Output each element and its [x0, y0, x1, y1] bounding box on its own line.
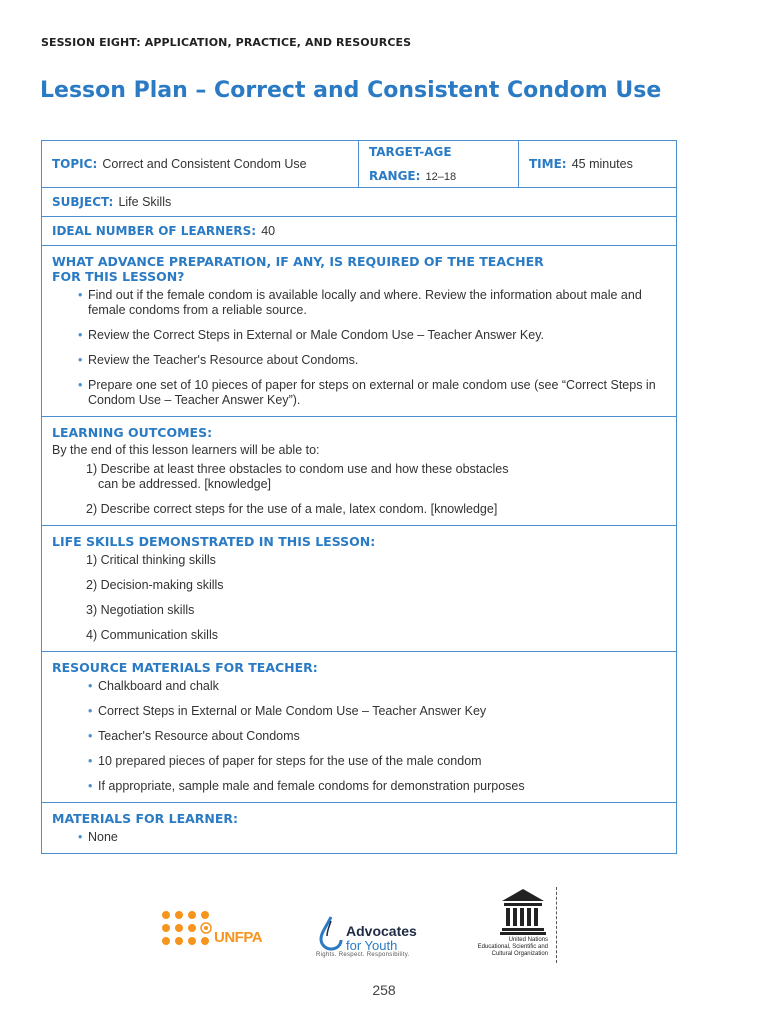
unesco-caption-line: United Nations [508, 937, 548, 943]
life-skills-list [52, 553, 666, 643]
resources-list [52, 679, 666, 794]
outcomes-heading: LEARNING OUTCOMES: [52, 425, 213, 440]
unfpa-wordmark: UNFPA [214, 929, 263, 946]
unesco-logo [470, 885, 560, 965]
list-item: • Correct Steps in External or Male Condom Use – Teacher Answer Key [88, 704, 666, 719]
resources-heading: RESOURCE MATERIALS FOR TEACHER: [52, 660, 318, 675]
unesco-divider [556, 887, 557, 963]
topic-label: TOPIC: [52, 157, 98, 171]
time-label: TIME: [529, 157, 567, 171]
life-skills-section [42, 525, 676, 651]
target-age-label: TARGET-AGE [369, 144, 452, 159]
page-number: 258 [372, 982, 396, 998]
afy-wordmark-1: Advocates [346, 923, 417, 939]
preparation-section [42, 245, 676, 416]
list-item: • Chalkboard and chalk [88, 679, 666, 694]
resources-section [42, 651, 676, 802]
learners-label: IDEAL NUMBER OF LEARNERS: [52, 224, 257, 238]
time-value: 45 minutes [571, 157, 633, 171]
topic-value: Correct and Consistent Condom Use [102, 157, 307, 171]
list-item: • Find out if the female condom is available locally and where. Review the information about male and female condoms from a reliable source. [78, 288, 666, 318]
afy-wordmark-2: for Youth [346, 938, 398, 953]
target-age-cell [358, 141, 518, 187]
preparation-heading-2: FOR THIS LESSON? [52, 269, 185, 284]
lesson-plan-table [41, 140, 677, 854]
list-item: 4) Communication skills [86, 628, 218, 642]
list-item: • If appropriate, sample male and female condoms for demonstration purposes [88, 779, 666, 794]
learner-materials-list [52, 830, 666, 845]
subject-label: SUBJECT: [52, 195, 114, 209]
range-label: RANGE: [369, 168, 421, 183]
list-item: 3) Negotiation skills [86, 603, 195, 617]
un-emblem-icon [200, 922, 212, 934]
list-item: • 10 prepared pieces of paper for steps for the use of the male condom [88, 754, 666, 769]
header-row [42, 141, 676, 187]
time-cell [518, 141, 676, 187]
list-item: • Prepare one set of 10 pieces of paper for steps on external or male condom use (see “Correct Steps in Condom Use – Teacher Answer Key”). [78, 378, 666, 408]
page-title: Lesson Plan – Correct and Consistent Condom Use [40, 78, 662, 103]
outcomes-intro: By the end of this lesson learners will be able to: [52, 443, 320, 457]
subject-row [42, 187, 676, 216]
learner-materials-section [42, 802, 676, 853]
list-item: 1) Describe at least three obstacles to condom use and how these obstacles can be addressed. [knowledge] [86, 462, 509, 491]
preparation-list [52, 288, 666, 408]
list-item: 2) Decision-making skills [86, 578, 224, 592]
unesco-caption-line: Educational, Scientific and [477, 944, 548, 950]
learner-materials-heading: MATERIALS FOR LEARNER: [52, 811, 239, 826]
subject-value: Life Skills [118, 195, 172, 209]
list-item: 1) Critical thinking skills [86, 553, 216, 567]
list-item: • Review the Teacher's Resource about Condoms. [78, 353, 666, 368]
life-skills-heading: LIFE SKILLS DEMONSTRATED IN THIS LESSON: [52, 534, 376, 549]
list-item: 2) Describe correct steps for the use of a male, latex condom. [knowledge] [86, 502, 498, 516]
partner-logos [0, 885, 768, 965]
session-header: SESSION EIGHT: APPLICATION, PRACTICE, AND RESOURCES [41, 36, 412, 49]
unesco-caption [470, 937, 548, 958]
learners-row [42, 216, 676, 245]
outcomes-list [52, 462, 666, 517]
water-drop-icon [318, 915, 344, 951]
afy-tagline: Rights. Respect. Responsibility. [316, 952, 410, 958]
topic-cell [42, 141, 358, 187]
list-item: • Teacher's Resource about Condoms [88, 729, 666, 744]
unesco-caption-line: Cultural Organization [491, 951, 548, 957]
range-value: 12–18 [425, 170, 457, 183]
list-item: • None [78, 830, 666, 845]
unesco-temple-icon [498, 887, 548, 935]
list-item: • Review the Correct Steps in External or Male Condom Use – Teacher Answer Key. [78, 328, 666, 343]
preparation-heading: WHAT ADVANCE PREPARATION, IF ANY, IS REQUIRED OF THE TEACHER [52, 254, 544, 269]
outcomes-section [42, 416, 676, 525]
learners-value: 40 [261, 224, 276, 238]
